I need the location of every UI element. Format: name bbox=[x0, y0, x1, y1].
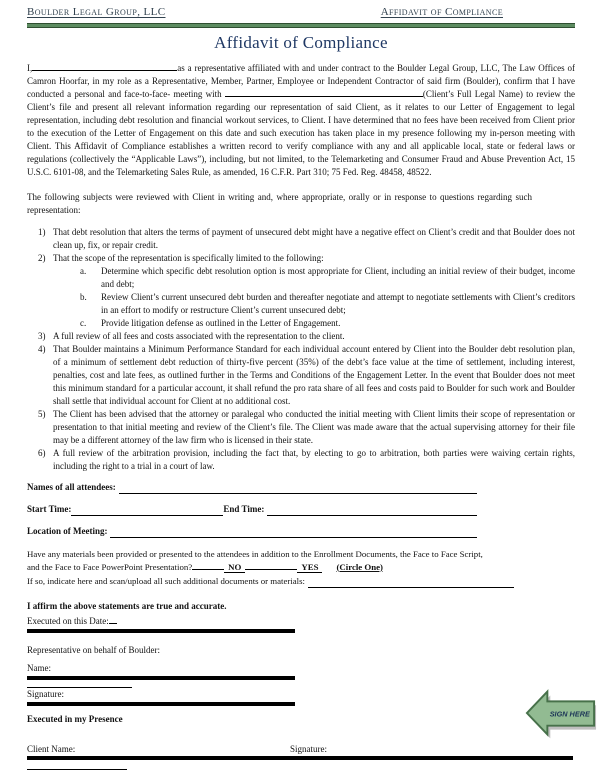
start-time-label: Start Time: bbox=[27, 504, 72, 514]
affirmation-statement: I affirm the above statements are true and accurate. bbox=[27, 601, 227, 611]
executed-date-label: Executed on this Date: bbox=[27, 616, 109, 626]
end-time-label: End Time: bbox=[223, 504, 265, 514]
list-marker: 1) bbox=[38, 227, 46, 237]
intro-seg1: as a representative affiliated with and under contract to the Boulder Legal Group, LLC, The Law Offices of Camron Hoorfar, in my role as a Representative, Member, Partner, Employee or Independent Contractor of said firm (Boulder), confirm that I have conducted a personal and face-to-face- meeting with bbox=[27, 63, 575, 99]
sublist-item-c bbox=[80, 317, 575, 330]
executed-date-row bbox=[27, 615, 575, 633]
sublist-item-b bbox=[80, 291, 575, 317]
list-marker: 6) bbox=[38, 448, 46, 458]
sublist-text: Determine which specific debt resolution option is most appropriate for Client, including an initial review of their budget, income and debt; bbox=[101, 266, 575, 289]
client-name-label: Client Name: bbox=[27, 744, 76, 754]
intro-seg2: to review the Client’s file and present all relevant information regarding our representation of said Client, as it relates to our Letter of Engagement to legal representation, including debt resolution and financial workout services, to Client. I have determined that no fees have been received from Client prior to the execution of the Letter of Engagement on this date and such execution has taken place in my presence following my in-person meeting with Client. This Affidavit of Compliance establishes a written record to verify compliance with any and all applicable local, state or federal laws or regulations (collectively the “Applicable Laws”), including, but not limited, to the Telemarketing and Consumer Fraud and Abuse Prevention Act, 15 U.S.C. 6101-08, and the Telemarketing Sales Rule, as amended, 16 C.F.R. Part 310; 75 Fed. Reg. 48458, 48522. bbox=[27, 89, 576, 177]
rep-name-row bbox=[27, 662, 575, 680]
header-divider-rule bbox=[27, 23, 575, 28]
list-text: That debt resolution that alters the terms of payment of unsecured debt might have a negative effect on Client’s credit and that Boulder does not clean up, fix, or repair credit. bbox=[53, 227, 575, 250]
sublist-text: Review Client’s current unsecured debt burden and thereafter negotiate and attempt to negotiate settlements with Client’s creditors in an effort to modify or restructure Client’s current unsecured debt; bbox=[101, 292, 575, 315]
time-row bbox=[27, 503, 477, 516]
executed-date-field[interactable] bbox=[109, 615, 117, 624]
subjects-intro: The following subjects were reviewed with Client in writing and, where appropriate, orally or in response to questions regarding such representation: bbox=[27, 192, 532, 215]
attendees-label: Names of all attendees: bbox=[27, 482, 116, 492]
client-name-caption: (Client’s Full Legal Name) bbox=[422, 89, 523, 99]
list-marker: 4) bbox=[38, 344, 46, 354]
list-item-5 bbox=[38, 408, 575, 447]
client-signature-row bbox=[27, 743, 575, 755]
sign-here-label: SIGN HERE bbox=[549, 709, 590, 719]
list-item-6 bbox=[38, 447, 575, 473]
location-field[interactable] bbox=[110, 527, 477, 538]
location-row bbox=[27, 525, 477, 538]
rep-signature-label: Signature: bbox=[27, 689, 64, 699]
list-text: That the scope of the representation is specifically limited to the following: bbox=[53, 253, 324, 263]
option-no[interactable]: NO bbox=[224, 562, 245, 573]
materials-question: Have any materials been provided or presented to the attendees in addition to the Enrollment Documents, the Face to Face Script, and the Face to Face PowerPoint Presentation? bbox=[27, 549, 483, 572]
rep-name-line[interactable] bbox=[27, 676, 295, 680]
rep-name-label: Name: bbox=[27, 663, 51, 673]
sublist-marker: c. bbox=[80, 318, 87, 328]
materials-followup-row bbox=[27, 575, 514, 588]
list-item-3 bbox=[38, 330, 575, 343]
sign-here-arrow[interactable] bbox=[524, 688, 598, 740]
page-title: Affidavit of Compliance bbox=[214, 33, 388, 52]
client-signature-label: Signature: bbox=[290, 744, 327, 754]
answer-line-segment bbox=[192, 561, 224, 570]
sublist-item-a bbox=[80, 265, 575, 291]
list-marker: 5) bbox=[38, 409, 46, 419]
list-item-4 bbox=[38, 343, 575, 408]
materials-list-field[interactable] bbox=[308, 577, 514, 588]
list-item-1 bbox=[38, 226, 575, 252]
list-marker: 2) bbox=[38, 253, 46, 263]
sublist-marker: a. bbox=[80, 266, 87, 276]
attendees-field[interactable] bbox=[119, 483, 477, 494]
presence-heading: Executed in my Presence bbox=[27, 714, 123, 724]
location-label: Location of Meeting: bbox=[27, 526, 108, 536]
page-header bbox=[27, 6, 575, 19]
list-text: That Boulder maintains a Minimum Performance Standard for each individual account entered by Client into the Boulder debt resolution plan, of a minimum of settlement debt reduction of thirty-five percent (35%) of the debt’s face value at the time of settlement, including interest, penalties, cost and late fees, as outlined further in the Terms and Conditions of the Engagement Letter. In the event that Boulder does not meet this minimum standard for a particular account, it shall refund the pro rata share of all fees and costs paid to Boulder for such work and Boulder shall settle that individual account for Client at no additional cost. bbox=[53, 344, 575, 406]
list-marker: 3) bbox=[38, 331, 46, 341]
client-full-name-field[interactable] bbox=[225, 88, 423, 97]
intro-paragraph bbox=[27, 62, 575, 179]
materials-followup-label: If so, indicate here and scan/upload all such additional documents or materials: bbox=[27, 576, 305, 586]
circle-one-label: (Circle One) bbox=[336, 561, 383, 572]
start-time-field[interactable] bbox=[71, 505, 223, 516]
list-text: A full review of all fees and costs associated with the representation to the client. bbox=[53, 331, 345, 341]
list-text: The Client has been advised that the attorney or paralegal who conducted the initial meeting with Client limits their scope of representation or presentation to that initial meeting and review of the Client’s file. The Client was made aware that the actual supervising attorney for their file may be a different attorney of the law firm who is licensed in their state. bbox=[53, 409, 575, 445]
intro-lead: I, bbox=[27, 63, 33, 73]
sublist-marker: b. bbox=[80, 292, 87, 302]
option-yes[interactable]: YES bbox=[297, 562, 322, 573]
sublist-text: Provide litigation defense as outlined in the Letter of Engagement. bbox=[101, 318, 341, 328]
rep-signature-line[interactable] bbox=[27, 702, 295, 706]
rep-signature-thin-line bbox=[27, 687, 132, 688]
executed-date-line[interactable] bbox=[27, 629, 295, 633]
affiant-name-field[interactable] bbox=[32, 62, 177, 71]
header-doc-name: Affidavit of Compliance bbox=[380, 6, 503, 18]
rep-signature-row bbox=[27, 687, 575, 706]
answer-line-segment bbox=[245, 561, 297, 570]
representative-heading: Representative on behalf of Boulder: bbox=[27, 645, 160, 655]
end-time-field[interactable] bbox=[267, 505, 477, 516]
attendees-row bbox=[27, 481, 477, 494]
list-item-2 bbox=[38, 252, 575, 265]
client-signature-line[interactable] bbox=[27, 756, 573, 760]
list-text: A full review of the arbitration provision, including the fact that, by electing to go to arbitration, both parties were waiving certain rights, including the right to a trial in a court of law. bbox=[53, 448, 575, 471]
header-firm-name: Boulder Legal Group, LLC bbox=[27, 6, 166, 18]
materials-question-block bbox=[27, 549, 495, 573]
